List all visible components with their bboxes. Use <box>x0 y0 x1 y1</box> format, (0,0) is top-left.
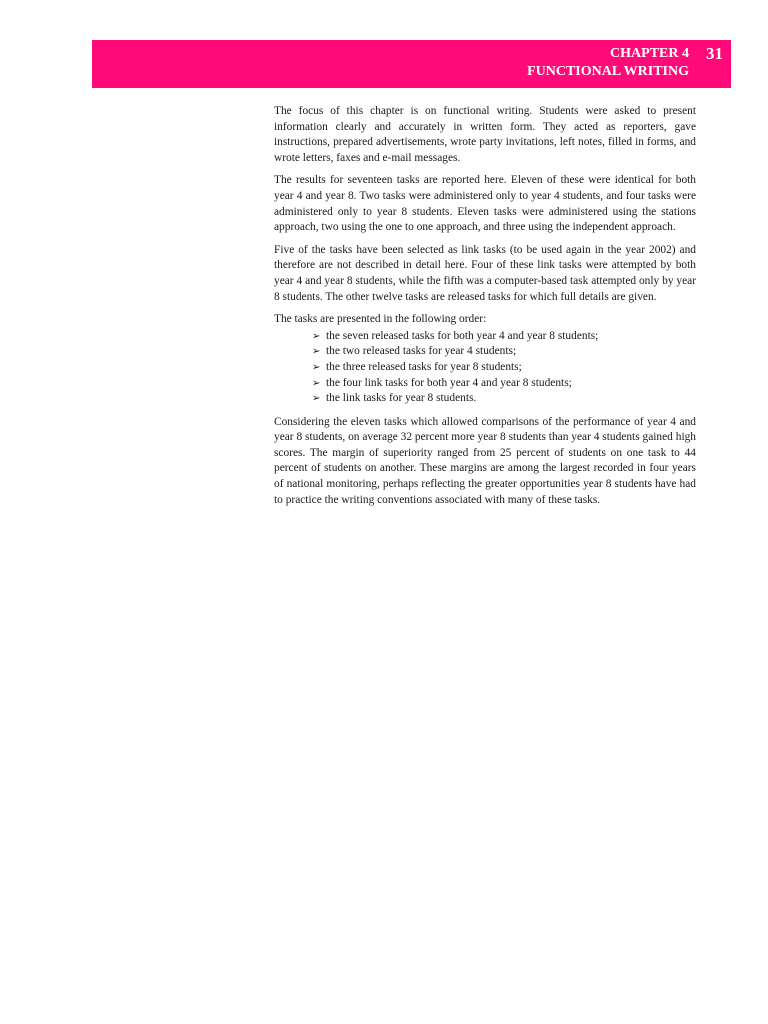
arrow-bullet-icon: ➢ <box>312 393 321 405</box>
list-item: ➢ the seven released tasks for both year 4 and year 8 students; <box>312 329 696 345</box>
page-number: 31 <box>706 44 723 63</box>
arrow-bullet-icon: ➢ <box>312 361 321 373</box>
paragraph-intro: The focus of this chapter is on functional writing. Students were asked to present information clearly and accurately in written form. They acted as reporters, gave instructions, prepared advertisements, wrote party invitations, left notes, filled in forms, and wrote letters, faxes and e-mail messages. <box>274 105 696 164</box>
chapter-header-band <box>92 40 731 88</box>
arrow-bullet-icon: ➢ <box>312 330 321 342</box>
list-item: ➢ the two released tasks for year 4 students; <box>312 344 696 360</box>
chapter-label: CHAPTER 4 <box>610 46 689 61</box>
list-item: ➢ the link tasks for year 8 students. <box>312 391 696 407</box>
paragraph-order: The tasks are presented in the following order: <box>274 313 487 326</box>
list-item: ➢ the three released tasks for year 8 students; <box>312 360 696 376</box>
paragraph-comparisons: Considering the eleven tasks which allowed comparisons of the performance of year 4 and year 8 students, on average 32 percent more year 8 students than year 4 students gained high scores. The margin of superiority ranged from 25 percent of students on one task to 44 percent of students on another. These margins are among the largest recorded in four years of national monitoring, perhaps reflecting the greater opportunities year 8 students have had to practice the writing conventions associated with many of these tasks. <box>274 415 696 506</box>
paragraph-link-tasks: Five of the tasks have been selected as link tasks (to be used again in the year 2002) and therefore are not described in detail here. Four of these link tasks were attempted by both year 4 and year 8 students, while the fifth was a computer-based task attempted only by year 8 students. The other twelve tasks are released tasks for which full details are given. <box>274 243 696 303</box>
task-order-list <box>274 329 696 407</box>
paragraph-results: The results for seventeen tasks are reported here. Eleven of these were identical for both year 4 and year 8. Two tasks were administered only to year 4 students, and four tasks were administered only to year 8 students. Eleven tasks were administered using the stations approach, two using the one to one approach, and three using the independent approach. <box>274 174 696 234</box>
list-item: ➢ the four link tasks for both year 4 and year 8 students; <box>312 376 696 392</box>
chapter-body <box>274 104 696 515</box>
chapter-heading <box>527 45 689 81</box>
chapter-title: FUNCTIONAL WRITING <box>527 64 689 79</box>
arrow-bullet-icon: ➢ <box>312 346 321 358</box>
arrow-bullet-icon: ➢ <box>312 377 321 389</box>
